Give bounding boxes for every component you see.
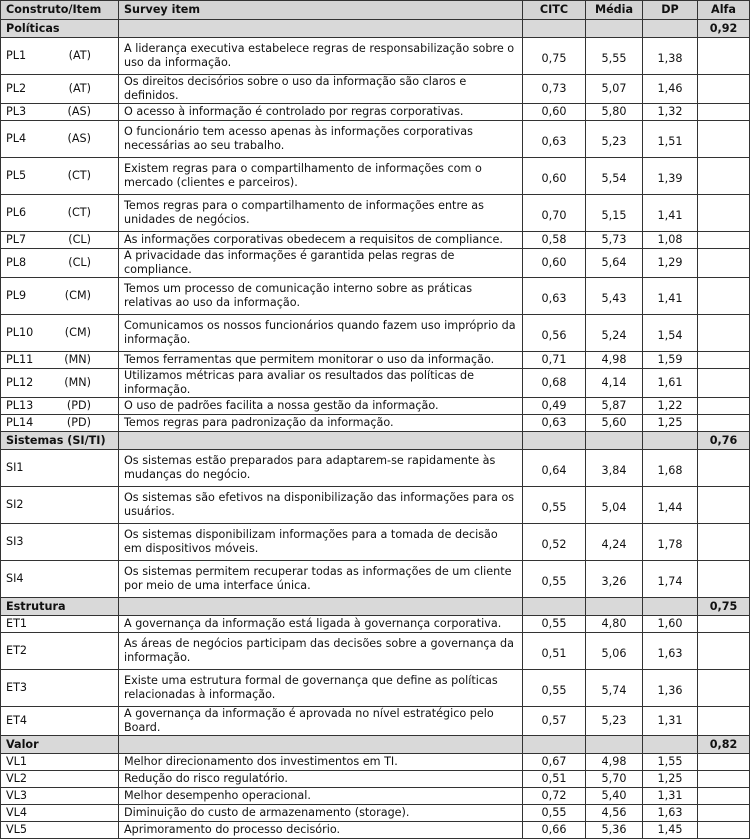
group-alfa: 0,76: [698, 432, 750, 450]
group-alfa: 0,92: [698, 20, 750, 38]
item-media: 5,15: [586, 195, 643, 232]
item-citc: 0,55: [523, 561, 586, 598]
item-alfa-empty: [698, 369, 750, 398]
group-spacer: [119, 736, 523, 754]
item-id-cell: [1, 616, 119, 633]
item-citc: 0,67: [523, 754, 586, 771]
item-text: Os direitos decisórios sobre o uso da informação são claros e definidos.: [119, 75, 523, 104]
item-id: PL11: [6, 353, 34, 366]
item-text: Os sistemas estão preparados para adaptarem-se rapidamente às mudanças do negócio.: [119, 450, 523, 487]
item-dp: 1,45: [643, 822, 698, 839]
item-id-cell: [1, 487, 119, 524]
item-text: A liderança executiva estabelece regras de responsabilização sobre o uso da informação.: [119, 38, 523, 75]
item-id-cell: [1, 38, 119, 75]
table-row: [1, 754, 750, 771]
group-spacer: [119, 598, 523, 616]
item-text: Temos um processo de comunicação interno sobre as práticas relativas ao uso da informação.: [119, 278, 523, 315]
item-id: SI3: [6, 535, 24, 548]
item-alfa-empty: [698, 450, 750, 487]
item-dp: 1,29: [643, 249, 698, 278]
group-spacer: [119, 432, 523, 450]
group-spacer: [119, 20, 523, 38]
item-citc: 0,57: [523, 707, 586, 736]
item-id-cell: [1, 805, 119, 822]
item-media: 5,24: [586, 315, 643, 352]
item-citc: 0,55: [523, 670, 586, 707]
header-media: Média: [586, 1, 643, 20]
table-row: [1, 104, 750, 121]
header-survey-item: Survey item: [119, 1, 523, 20]
item-media: 5,80: [586, 104, 643, 121]
item-citc: 0,58: [523, 232, 586, 249]
item-tag: (CL): [68, 233, 91, 246]
item-media: 5,60: [586, 415, 643, 432]
item-id-cell: [1, 195, 119, 232]
item-media: 5,55: [586, 38, 643, 75]
item-dp: 1,51: [643, 121, 698, 158]
item-id-cell: [1, 524, 119, 561]
group-spacer: [586, 20, 643, 38]
item-media: 5,07: [586, 75, 643, 104]
table-row: [1, 195, 750, 232]
table-row: [1, 315, 750, 352]
table-row: [1, 415, 750, 432]
item-tag: (CM): [64, 326, 91, 339]
item-id-cell: [1, 450, 119, 487]
item-text: Temos regras para o compartilhamento de informações entre as unidades de negócios.: [119, 195, 523, 232]
item-text: As áreas de negócios participam das decisões sobre a governança da informação.: [119, 633, 523, 670]
item-tag: (PD): [66, 416, 91, 429]
group-spacer: [523, 432, 586, 450]
item-text: Utilizamos métricas para avaliar os resultados das políticas de informação.: [119, 369, 523, 398]
item-dp: 1,54: [643, 315, 698, 352]
group-spacer: [523, 736, 586, 754]
item-text: Os sistemas são efetivos na disponibilização das informações para os usuários.: [119, 487, 523, 524]
item-citc: 0,56: [523, 315, 586, 352]
item-citc: 0,63: [523, 121, 586, 158]
item-media: 4,14: [586, 369, 643, 398]
item-id: SI4: [6, 572, 24, 585]
table-row: [1, 450, 750, 487]
group-name: Políticas: [1, 20, 119, 38]
item-alfa-empty: [698, 158, 750, 195]
item-citc: 0,75: [523, 38, 586, 75]
item-id-cell: [1, 121, 119, 158]
item-media: 5,04: [586, 487, 643, 524]
item-alfa-empty: [698, 195, 750, 232]
item-citc: 0,68: [523, 369, 586, 398]
item-citc: 0,71: [523, 352, 586, 369]
item-media: 5,54: [586, 158, 643, 195]
item-dp: 1,39: [643, 158, 698, 195]
item-text: O funcionário tem acesso apenas às informações corporativas necessárias ao seu trabalho.: [119, 121, 523, 158]
table-row: [1, 633, 750, 670]
item-text: Melhor direcionamento dos investimentos em TI.: [119, 754, 523, 771]
item-id: PL3: [6, 105, 27, 118]
group-spacer: [643, 736, 698, 754]
table-row: [1, 249, 750, 278]
item-media: 5,70: [586, 771, 643, 788]
item-text: Temos regras para padronização da informação.: [119, 415, 523, 432]
header-citc: CITC: [523, 1, 586, 20]
item-id: PL6: [6, 206, 27, 219]
item-id-cell: [1, 398, 119, 415]
item-alfa-empty: [698, 633, 750, 670]
item-citc: 0,64: [523, 450, 586, 487]
table-row: [1, 352, 750, 369]
item-media: 5,74: [586, 670, 643, 707]
item-citc: 0,51: [523, 633, 586, 670]
item-id: PL4: [6, 132, 27, 145]
group-spacer: [586, 598, 643, 616]
table-row: [1, 524, 750, 561]
header-alfa: Alfa: [698, 1, 750, 20]
item-citc: 0,49: [523, 398, 586, 415]
item-alfa-empty: [698, 805, 750, 822]
item-id: PL8: [6, 256, 27, 269]
item-tag: (PD): [66, 399, 91, 412]
item-citc: 0,60: [523, 249, 586, 278]
item-id: PL12: [6, 376, 34, 389]
item-text: As informações corporativas obedecem a requisitos de compliance.: [119, 232, 523, 249]
item-id-cell: [1, 707, 119, 736]
item-alfa-empty: [698, 278, 750, 315]
item-media: 5,06: [586, 633, 643, 670]
item-id: VL5: [6, 823, 28, 836]
item-tag: (AT): [68, 49, 91, 62]
item-dp: 1,22: [643, 398, 698, 415]
item-alfa-empty: [698, 771, 750, 788]
item-citc: 0,55: [523, 805, 586, 822]
item-dp: 1,25: [643, 771, 698, 788]
item-id-cell: [1, 822, 119, 839]
group-row: [1, 598, 750, 616]
group-row: [1, 736, 750, 754]
group-spacer: [643, 20, 698, 38]
item-media: 5,64: [586, 249, 643, 278]
item-id-cell: [1, 249, 119, 278]
item-dp: 1,36: [643, 670, 698, 707]
table-row: [1, 487, 750, 524]
item-alfa-empty: [698, 315, 750, 352]
item-text: Comunicamos os nossos funcionários quando fazem uso impróprio da informação.: [119, 315, 523, 352]
item-tag: (AS): [67, 132, 91, 145]
item-tag: (CL): [68, 256, 91, 269]
item-dp: 1,31: [643, 707, 698, 736]
item-text: Diminuição do custo de armazenamento (storage).: [119, 805, 523, 822]
item-id: PL13: [6, 399, 34, 412]
item-id-cell: [1, 788, 119, 805]
item-id-cell: [1, 315, 119, 352]
item-dp: 1,55: [643, 754, 698, 771]
item-media: 5,23: [586, 707, 643, 736]
item-alfa-empty: [698, 232, 750, 249]
item-id: PL5: [6, 169, 27, 182]
item-dp: 1,74: [643, 561, 698, 598]
item-citc: 0,63: [523, 415, 586, 432]
item-citc: 0,52: [523, 524, 586, 561]
item-citc: 0,55: [523, 616, 586, 633]
table-row: [1, 707, 750, 736]
item-text: Temos ferramentas que permitem monitorar o uso da informação.: [119, 352, 523, 369]
item-citc: 0,63: [523, 278, 586, 315]
item-text: Os sistemas permitem recuperar todas as informações de um cliente por meio de uma interface única.: [119, 561, 523, 598]
item-dp: 1,41: [643, 195, 698, 232]
item-media: 5,23: [586, 121, 643, 158]
item-dp: 1,61: [643, 369, 698, 398]
item-id: PL7: [6, 233, 27, 246]
group-spacer: [586, 432, 643, 450]
item-text: Os sistemas disponibilizam informações para a tomada de decisão em dispositivos móveis.: [119, 524, 523, 561]
item-id-cell: [1, 771, 119, 788]
table-row: [1, 158, 750, 195]
item-dp: 1,38: [643, 38, 698, 75]
item-tag: (AT): [68, 82, 91, 95]
item-id: VL1: [6, 755, 28, 768]
item-media: 4,98: [586, 352, 643, 369]
item-tag: (CT): [67, 169, 91, 182]
item-citc: 0,60: [523, 104, 586, 121]
item-text: Melhor desempenho operacional.: [119, 788, 523, 805]
table-row: [1, 38, 750, 75]
table-body: [1, 20, 750, 839]
item-media: 4,98: [586, 754, 643, 771]
item-dp: 1,32: [643, 104, 698, 121]
group-spacer: [523, 598, 586, 616]
item-id-cell: [1, 415, 119, 432]
item-dp: 1,44: [643, 487, 698, 524]
item-citc: 0,70: [523, 195, 586, 232]
group-alfa: 0,75: [698, 598, 750, 616]
table-row: [1, 561, 750, 598]
table-row: [1, 822, 750, 839]
item-id-cell: [1, 369, 119, 398]
item-media: 4,24: [586, 524, 643, 561]
table-row: [1, 232, 750, 249]
item-alfa-empty: [698, 38, 750, 75]
table-row: [1, 121, 750, 158]
item-id: ET4: [6, 714, 28, 727]
item-alfa-empty: [698, 415, 750, 432]
item-id: VL3: [6, 789, 28, 802]
item-alfa-empty: [698, 822, 750, 839]
item-text: A governança da informação é aprovada no nível estratégico pelo Board.: [119, 707, 523, 736]
item-text: O acesso à informação é controlado por regras corporativas.: [119, 104, 523, 121]
item-alfa-empty: [698, 75, 750, 104]
item-dp: 1,08: [643, 232, 698, 249]
item-media: 5,36: [586, 822, 643, 839]
item-dp: 1,63: [643, 633, 698, 670]
item-alfa-empty: [698, 487, 750, 524]
item-media: 5,73: [586, 232, 643, 249]
item-id: PL1: [6, 49, 27, 62]
item-alfa-empty: [698, 398, 750, 415]
header-construct: Construto/Item: [1, 1, 119, 20]
item-id-cell: [1, 158, 119, 195]
table-row: [1, 369, 750, 398]
item-alfa-empty: [698, 788, 750, 805]
item-id: ET2: [6, 644, 28, 657]
item-tag: (AS): [67, 105, 91, 118]
table-row: [1, 75, 750, 104]
header-dp: DP: [643, 1, 698, 20]
item-tag: (MN): [64, 376, 91, 389]
item-dp: 1,41: [643, 278, 698, 315]
item-alfa-empty: [698, 524, 750, 561]
item-id-cell: [1, 561, 119, 598]
item-tag: (MN): [64, 353, 91, 366]
item-id: PL9: [6, 289, 27, 302]
item-text: Aprimoramento do processo decisório.: [119, 822, 523, 839]
item-tag: (CM): [64, 289, 91, 302]
item-id-cell: [1, 232, 119, 249]
item-tag: (CT): [67, 206, 91, 219]
item-dp: 1,46: [643, 75, 698, 104]
item-id-cell: [1, 75, 119, 104]
table-row: [1, 805, 750, 822]
item-media: 3,26: [586, 561, 643, 598]
item-alfa-empty: [698, 352, 750, 369]
item-alfa-empty: [698, 707, 750, 736]
item-id: SI2: [6, 498, 24, 511]
group-spacer: [523, 20, 586, 38]
item-alfa-empty: [698, 561, 750, 598]
item-citc: 0,72: [523, 788, 586, 805]
item-id: PL14: [6, 416, 34, 429]
item-text: A governança da informação está ligada à governança corporativa.: [119, 616, 523, 633]
item-citc: 0,55: [523, 487, 586, 524]
item-media: 4,56: [586, 805, 643, 822]
item-dp: 1,31: [643, 788, 698, 805]
item-dp: 1,78: [643, 524, 698, 561]
item-id: ET3: [6, 681, 28, 694]
table-row: [1, 771, 750, 788]
table-row: [1, 398, 750, 415]
item-dp: 1,63: [643, 805, 698, 822]
item-text: A privacidade das informações é garantida pelas regras de compliance.: [119, 249, 523, 278]
item-id-cell: [1, 633, 119, 670]
group-spacer: [643, 598, 698, 616]
group-spacer: [643, 432, 698, 450]
item-id-cell: [1, 754, 119, 771]
item-id-cell: [1, 278, 119, 315]
table-row: [1, 278, 750, 315]
item-citc: 0,51: [523, 771, 586, 788]
header-row: [1, 1, 750, 20]
table-row: [1, 616, 750, 633]
item-alfa-empty: [698, 754, 750, 771]
item-media: 4,80: [586, 616, 643, 633]
item-dp: 1,59: [643, 352, 698, 369]
item-dp: 1,25: [643, 415, 698, 432]
item-citc: 0,73: [523, 75, 586, 104]
item-alfa-empty: [698, 616, 750, 633]
item-media: 3,84: [586, 450, 643, 487]
item-id: VL4: [6, 806, 28, 819]
group-spacer: [586, 736, 643, 754]
group-alfa: 0,82: [698, 736, 750, 754]
item-media: 5,43: [586, 278, 643, 315]
item-id: VL2: [6, 772, 28, 785]
item-citc: 0,66: [523, 822, 586, 839]
item-alfa-empty: [698, 249, 750, 278]
item-text: Redução do risco regulatório.: [119, 771, 523, 788]
group-name: Sistemas (SI/TI): [1, 432, 119, 450]
item-alfa-empty: [698, 104, 750, 121]
item-dp: 1,60: [643, 616, 698, 633]
item-id: ET1: [6, 617, 28, 630]
item-text: Existem regras para o compartilhamento de informações com o mercado (clientes e parceiros).: [119, 158, 523, 195]
item-media: 5,87: [586, 398, 643, 415]
item-id: SI1: [6, 461, 24, 474]
item-text: Existe uma estrutura formal de governança que define as políticas relacionadas à informação.: [119, 670, 523, 707]
item-citc: 0,60: [523, 158, 586, 195]
item-dp: 1,68: [643, 450, 698, 487]
table-row: [1, 788, 750, 805]
item-id-cell: [1, 352, 119, 369]
item-id: PL2: [6, 82, 27, 95]
group-row: [1, 432, 750, 450]
item-id: PL10: [6, 326, 34, 339]
group-name: Estrutura: [1, 598, 119, 616]
group-name: Valor: [1, 736, 119, 754]
item-text: O uso de padrões facilita a nossa gestão da informação.: [119, 398, 523, 415]
item-media: 5,40: [586, 788, 643, 805]
item-id-cell: [1, 104, 119, 121]
item-alfa-empty: [698, 121, 750, 158]
group-row: [1, 20, 750, 38]
